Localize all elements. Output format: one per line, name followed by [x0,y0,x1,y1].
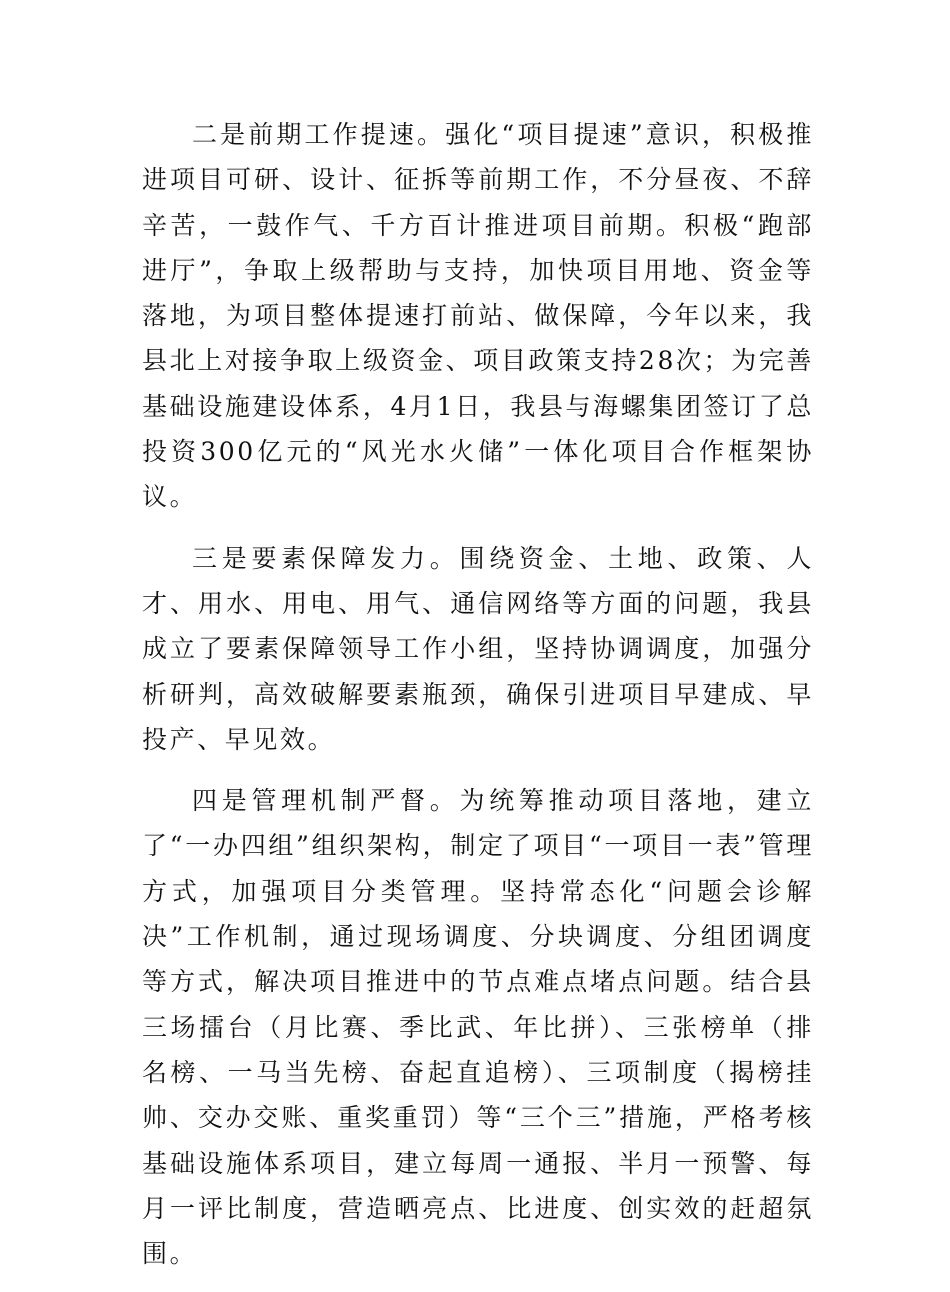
document-body [142,112,814,1292]
paragraph-management-mechanism: 四是管理机制严督。为统筹推动项目落地，建立了“一办四组”组织架构，制定了项目“一项目一表”管理方式，加强项目分类管理。坚持常态化“问题会诊解决”工作机制，通过现场调度、分块调度、分组团调度等方式，解决项目推进中的节点难点堵点问题。结合县三场擂台（月比赛、季比武、年比拼）、三张榜单（排名榜、一马当先榜、奋起直追榜）、三项制度（揭榜挂帅、交办交账、重奖重罚）等“三个三”措施，严格考核基础设施体系项目，建立每周一通报、半月一预警、每月一评比制度，营造晒亮点、比进度、创实效的赶超氛围。 [142,786,814,1269]
paragraph-preliminary-work: 二是前期工作提速。强化“项目提速”意识，积极推进项目可研、设计、征拆等前期工作，不分昼夜、不辞辛苦，一鼓作气、千方百计推进项目前期。积极“跑部进厅”，争取上级帮助与支持，加快项目用地、资金等落地，为项目整体提速打前站、做保障，今年以来，我县北上对接争取上级资金、项目政策支持28次；为完善基础设施建设体系，4月1日，我县与海螺集团签订了总投资300亿元的“风光水火储”一体化项目合作框架协议。 [142,120,814,512]
paragraph-factor-guarantee: 三是要素保障发力。围绕资金、土地、政策、人才、用水、用电、用气、通信网络等方面的问题，我县成立了要素保障领导工作小组，坚持协调调度，加强分析研判，高效破解要素瓶颈，确保引进项目早建成、早投产、早见效。 [142,543,814,754]
